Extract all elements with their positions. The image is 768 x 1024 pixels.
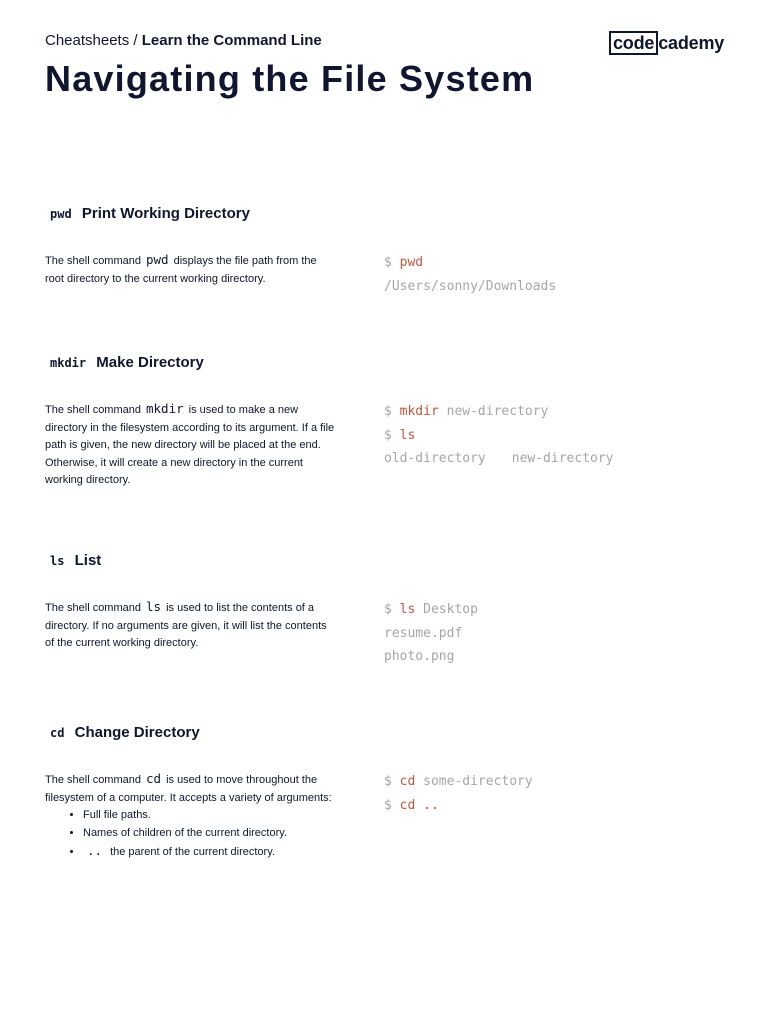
code-example xyxy=(384,598,478,669)
code-prompt: $ xyxy=(384,404,392,419)
code-command: ls xyxy=(399,602,416,617)
code-output: resume.pdf xyxy=(384,625,463,641)
inline-code: ls xyxy=(146,599,162,614)
code-output: new-directory xyxy=(511,451,614,466)
desc-text: is used to move throughout the filesystem of a computer. It accepts a variety of arguments: xyxy=(45,774,332,804)
list-item: • Names of children of the current directory. xyxy=(83,825,335,843)
inline-code: pwd xyxy=(146,252,169,267)
breadcrumb-current: Learn the Command Line xyxy=(141,32,322,49)
section-description xyxy=(45,251,335,288)
section-command: cd xyxy=(50,726,65,740)
code-output: photo.png xyxy=(384,649,455,664)
code-prompt: $ xyxy=(384,427,392,443)
code-argument: some-directory xyxy=(423,774,533,789)
section-command: mkdir xyxy=(50,356,87,370)
inline-code: .. xyxy=(87,843,103,858)
page-title: Navigating the File System xyxy=(45,58,535,99)
desc-text: is used to make a new directory in the filesystem according to its argument. If a file path is given, the new directory will be placed at the end. Otherwise, it will create a new directory in the current working directory. xyxy=(45,404,335,486)
section-title: List xyxy=(74,552,102,569)
code-argument: Desktop xyxy=(423,602,478,617)
code-command: cd xyxy=(399,797,416,813)
code-output: old-directory xyxy=(384,451,486,466)
inline-code: mkdir xyxy=(146,401,184,416)
desc-text: The shell command xyxy=(45,404,141,416)
section-title: Print Working Directory xyxy=(81,205,250,222)
code-prompt: $ xyxy=(384,602,392,617)
code-command: cd xyxy=(399,774,416,789)
section-description xyxy=(45,400,335,490)
desc-text: the parent of the current directory. xyxy=(110,846,275,858)
desc-text: The shell command xyxy=(45,255,141,267)
section-heading xyxy=(50,354,204,371)
argument-list xyxy=(45,807,335,862)
list-item: • Full file paths. xyxy=(83,807,335,825)
code-command: pwd xyxy=(399,255,424,270)
section-heading xyxy=(50,552,101,569)
code-example xyxy=(384,251,556,298)
code-example xyxy=(384,400,614,471)
section-command: ls xyxy=(50,554,65,568)
code-example xyxy=(384,770,533,817)
logo-rest-text: cademy xyxy=(658,33,725,53)
code-argument: new-directory xyxy=(446,404,549,419)
code-command: ls xyxy=(399,427,416,443)
desc-text: The shell command xyxy=(45,774,141,786)
section-heading xyxy=(50,724,200,741)
breadcrumb-parent-link[interactable]: Cheatsheets / xyxy=(45,32,138,49)
code-argument: .. xyxy=(423,797,439,813)
section-title: Change Directory xyxy=(74,724,200,741)
list-item xyxy=(83,842,335,862)
code-prompt: $ xyxy=(384,797,392,813)
section-title: Make Directory xyxy=(96,354,204,371)
section-description xyxy=(45,598,335,653)
codecademy-logo[interactable] xyxy=(609,31,724,55)
section-heading xyxy=(50,205,250,222)
inline-code: cd xyxy=(146,771,162,786)
breadcrumb xyxy=(45,32,322,49)
code-prompt: $ xyxy=(384,774,392,789)
desc-text: displays the file path from the root directory to the current working directory. xyxy=(45,255,317,285)
desc-text: The shell command xyxy=(45,602,141,614)
section-description xyxy=(45,770,335,862)
code-command: mkdir xyxy=(399,404,439,419)
code-output: /Users/sonny/Downloads xyxy=(384,278,557,294)
code-prompt: $ xyxy=(384,255,392,270)
logo-boxed-text: code xyxy=(609,31,658,55)
desc-text: is used to list the contents of a directory. If no arguments are given, it will list the contents of the current working directory. xyxy=(45,602,327,649)
section-command: pwd xyxy=(50,207,72,221)
